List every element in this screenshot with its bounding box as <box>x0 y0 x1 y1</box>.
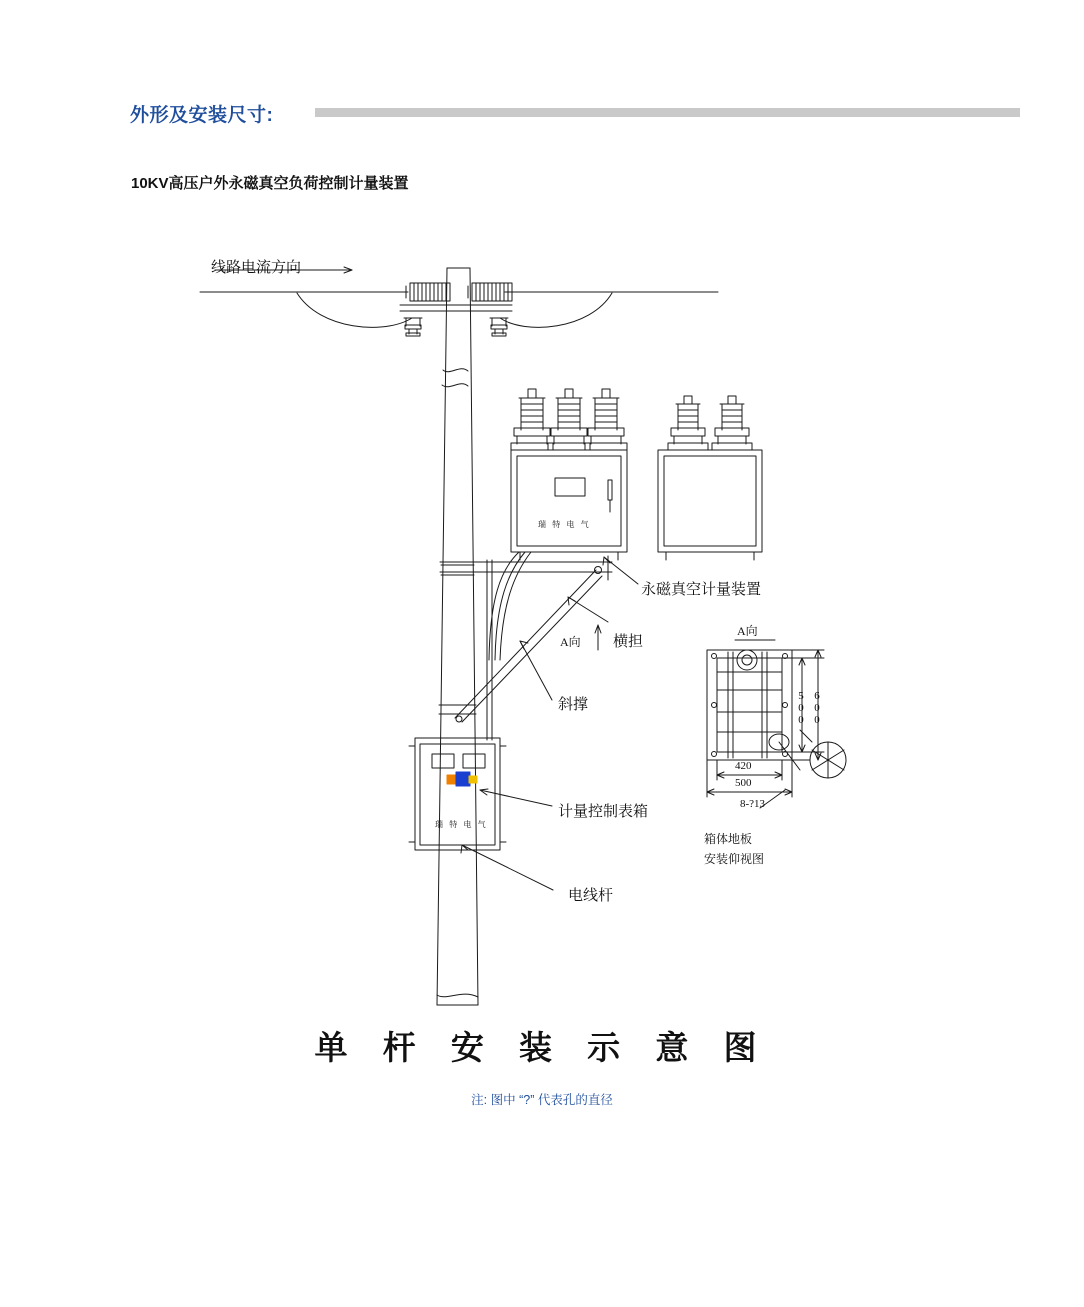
label-meter-control-box: 计量控制表箱 <box>558 804 649 820</box>
dim-height-outer: 600 <box>811 690 823 726</box>
dim-width-outer: 500 <box>735 777 752 789</box>
diagram-caption: 单 杆 安 装 示 意 图 <box>314 1029 770 1066</box>
label-utility-pole: 电线杆 <box>568 888 614 904</box>
label-vacuum-metering-device: 永磁真空计量装置 <box>641 582 762 598</box>
label-bottom-view-line2: 安装仰视图 <box>704 852 765 866</box>
product-subtitle: 10KV高压户外永磁真空负荷控制计量装置 <box>131 175 409 192</box>
dim-hole-count: 8-?13 <box>740 798 766 810</box>
label-view-a-detail: A向 <box>737 624 758 638</box>
meterbox-brand-text: 瑞 特 电 气 <box>435 820 488 829</box>
dim-height-inner: 500 <box>795 690 807 726</box>
page-title: 外形及安装尺寸: <box>130 105 274 126</box>
cabinet-brand-text: 瑞 特 电 气 <box>538 520 591 529</box>
label-bottom-view-line1: 箱体地板 <box>704 832 753 846</box>
label-crossarm: 横担 <box>613 634 644 650</box>
label-diagonal-brace: 斜撑 <box>558 697 589 713</box>
diagram-note: 注: 图中 “?” 代表孔的直径 <box>471 1093 613 1107</box>
label-view-a-main: A向 <box>560 635 581 649</box>
label-current-direction: 线路电流方向 <box>211 260 302 276</box>
dim-width-inner: 420 <box>735 760 752 772</box>
